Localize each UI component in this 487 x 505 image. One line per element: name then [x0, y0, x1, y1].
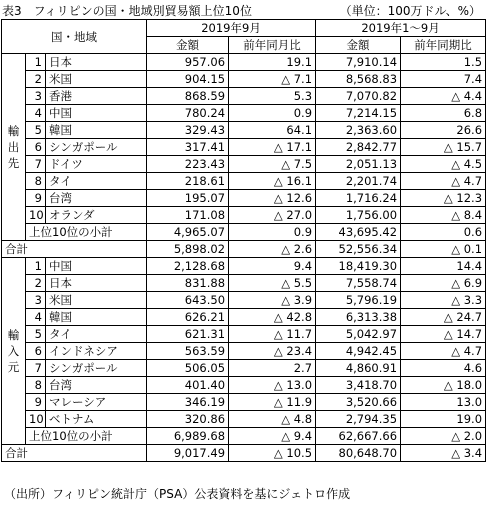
country-region-header: 国・地域 [2, 20, 147, 54]
yoy-month-header: 前年同月比 [229, 37, 316, 54]
yoy-period-header: 前年同期比 [401, 37, 486, 54]
country-name-cell: 米国 [46, 292, 147, 309]
amount-cell: 171.08 [147, 207, 229, 224]
yoy-cell: 0.6 [401, 224, 486, 241]
yoy-cell: △ 3.9 [229, 292, 316, 309]
table-row [2, 309, 486, 326]
rank-cell: 8 [26, 377, 46, 394]
amount-cell: 320.86 [147, 411, 229, 428]
table-row [2, 122, 486, 139]
table-row [2, 275, 486, 292]
yoy-cell: △ 18.0 [401, 377, 486, 394]
rank-cell: 3 [26, 88, 46, 105]
exports-total-row [2, 241, 486, 258]
yoy-cell: △ 4.5 [401, 156, 486, 173]
exports-subtotal-row [2, 224, 486, 241]
yoy-cell: △ 23.4 [229, 343, 316, 360]
table-row [2, 207, 486, 224]
amount-cell: 8,568.83 [316, 71, 401, 88]
country-name-cell: シンガポール [46, 360, 147, 377]
amount-cell: 621.31 [147, 326, 229, 343]
yoy-cell: △ 3.4 [401, 445, 486, 462]
yoy-cell: 1.5 [401, 54, 486, 71]
amount-cell: 2,128.68 [147, 258, 229, 275]
amount-cell: 7,910.14 [316, 54, 401, 71]
yoy-cell: 13.0 [401, 394, 486, 411]
country-name-cell: 日本 [46, 54, 147, 71]
table-row [2, 88, 486, 105]
rank-cell: 2 [26, 71, 46, 88]
yoy-cell: △ 2.0 [401, 428, 486, 445]
table-row [2, 173, 486, 190]
amount-cell: 4,965.07 [147, 224, 229, 241]
rank-cell: 6 [26, 343, 46, 360]
yoy-cell: 64.1 [229, 122, 316, 139]
country-name-cell: インドネシア [46, 343, 147, 360]
country-name-cell: 香港 [46, 88, 147, 105]
country-name-cell: 台湾 [46, 190, 147, 207]
amount-cell: 1,716.24 [316, 190, 401, 207]
yoy-cell: △ 7.1 [229, 71, 316, 88]
rank-cell: 5 [26, 326, 46, 343]
yoy-cell: △ 24.7 [401, 309, 486, 326]
rank-cell: 1 [26, 258, 46, 275]
amount-cell: 4,860.91 [316, 360, 401, 377]
table-row [2, 326, 486, 343]
yoy-cell: △ 12.3 [401, 190, 486, 207]
yoy-cell: △ 4.8 [229, 411, 316, 428]
amount-cell: 80,648.70 [316, 445, 401, 462]
amount-cell: 2,363.60 [316, 122, 401, 139]
yoy-cell: △ 42.8 [229, 309, 316, 326]
total-label: 合計 [2, 241, 147, 258]
amount-cell: 7,070.82 [316, 88, 401, 105]
header-row-1 [2, 20, 486, 37]
amount-header-2: 金額 [316, 37, 401, 54]
yoy-cell: 14.4 [401, 258, 486, 275]
amount-cell: 957.06 [147, 54, 229, 71]
imports-total-row [2, 445, 486, 462]
yoy-cell: △ 9.4 [229, 428, 316, 445]
rank-cell: 10 [26, 207, 46, 224]
amount-cell: 223.43 [147, 156, 229, 173]
trade-table [1, 19, 486, 462]
exports-section-label: 輸 出 先 [2, 54, 26, 241]
amount-cell: 626.21 [147, 309, 229, 326]
yoy-cell: 26.6 [401, 122, 486, 139]
table-body [2, 20, 486, 462]
amount-cell: 7,214.15 [316, 105, 401, 122]
table-caption [2, 2, 485, 18]
table-row [2, 139, 486, 156]
country-name-cell: 韓国 [46, 309, 147, 326]
yoy-cell: △ 11.9 [229, 394, 316, 411]
yoy-cell: △ 11.7 [229, 326, 316, 343]
amount-cell: 2,794.35 [316, 411, 401, 428]
yoy-cell: △ 4.7 [401, 343, 486, 360]
yoy-cell: 4.6 [401, 360, 486, 377]
yoy-cell: △ 27.0 [229, 207, 316, 224]
rank-cell: 4 [26, 105, 46, 122]
amount-cell: 401.40 [147, 377, 229, 394]
amount-header-1: 金額 [147, 37, 229, 54]
amount-cell: 346.19 [147, 394, 229, 411]
yoy-cell: △ 0.1 [401, 241, 486, 258]
period2-header: 2019年1～9月 [316, 20, 486, 37]
table-row [2, 54, 486, 71]
yoy-cell: △ 4.4 [401, 88, 486, 105]
country-name-cell: ドイツ [46, 156, 147, 173]
yoy-cell: △ 10.5 [229, 445, 316, 462]
country-name-cell: 韓国 [46, 122, 147, 139]
country-name-cell: 米国 [46, 71, 147, 88]
country-name-cell: タイ [46, 326, 147, 343]
table-row [2, 71, 486, 88]
table-title: 表3 フィリピンの国・地域別貿易額上位10位 [2, 4, 252, 18]
yoy-cell: △ 7.5 [229, 156, 316, 173]
rank-cell: 1 [26, 54, 46, 71]
rank-cell: 9 [26, 190, 46, 207]
table-row [2, 411, 486, 428]
total-label: 合計 [2, 445, 147, 462]
rank-cell: 3 [26, 292, 46, 309]
yoy-cell: △ 4.7 [401, 173, 486, 190]
yoy-cell: 0.9 [229, 105, 316, 122]
table-row [2, 343, 486, 360]
amount-cell: 195.07 [147, 190, 229, 207]
amount-cell: 218.61 [147, 173, 229, 190]
yoy-cell: △ 17.1 [229, 139, 316, 156]
amount-cell: 2,842.77 [316, 139, 401, 156]
yoy-cell: △ 5.5 [229, 275, 316, 292]
table-row [2, 190, 486, 207]
rank-cell: 2 [26, 275, 46, 292]
amount-cell: 6,989.68 [147, 428, 229, 445]
amount-cell: 43,695.42 [316, 224, 401, 241]
amount-cell: 3,418.70 [316, 377, 401, 394]
amount-cell: 3,520.66 [316, 394, 401, 411]
yoy-cell: △ 13.0 [229, 377, 316, 394]
country-name-cell: 台湾 [46, 377, 147, 394]
amount-cell: 563.59 [147, 343, 229, 360]
rank-cell: 8 [26, 173, 46, 190]
source-note: （出所）フィリピン統計庁（PSA）公表資料を基にジェトロ作成 [4, 487, 351, 501]
country-name-cell: 中国 [46, 105, 147, 122]
amount-cell: 62,667.66 [316, 428, 401, 445]
yoy-cell: 7.4 [401, 71, 486, 88]
rank-cell: 5 [26, 122, 46, 139]
amount-cell: 643.50 [147, 292, 229, 309]
amount-cell: 2,201.74 [316, 173, 401, 190]
amount-cell: 904.15 [147, 71, 229, 88]
yoy-cell: △ 16.1 [229, 173, 316, 190]
yoy-cell: 2.7 [229, 360, 316, 377]
country-name-cell: オランダ [46, 207, 147, 224]
yoy-cell: 9.4 [229, 258, 316, 275]
country-name-cell: 日本 [46, 275, 147, 292]
country-name-cell: タイ [46, 173, 147, 190]
subtotal-label: 上位10位の小計 [26, 428, 147, 445]
amount-cell: 780.24 [147, 105, 229, 122]
amount-cell: 2,051.13 [316, 156, 401, 173]
yoy-cell: △ 3.3 [401, 292, 486, 309]
subtotal-label: 上位10位の小計 [26, 224, 147, 241]
country-name-cell: ベトナム [46, 411, 147, 428]
yoy-cell: 0.9 [229, 224, 316, 241]
yoy-cell: 19.0 [401, 411, 486, 428]
amount-cell: 7,558.74 [316, 275, 401, 292]
rank-cell: 7 [26, 156, 46, 173]
table-row [2, 377, 486, 394]
country-name-cell: 中国 [46, 258, 147, 275]
yoy-cell: 6.8 [401, 105, 486, 122]
amount-cell: 9,017.49 [147, 445, 229, 462]
imports-section-label: 輸 入 元 [2, 258, 26, 445]
amount-cell: 317.41 [147, 139, 229, 156]
yoy-cell: △ 8.4 [401, 207, 486, 224]
table-row [2, 105, 486, 122]
rank-cell: 10 [26, 411, 46, 428]
amount-cell: 4,942.45 [316, 343, 401, 360]
amount-cell: 329.43 [147, 122, 229, 139]
amount-cell: 5,042.97 [316, 326, 401, 343]
table-row [2, 394, 486, 411]
yoy-cell: △ 15.7 [401, 139, 486, 156]
yoy-cell: △ 2.6 [229, 241, 316, 258]
imports-subtotal-row [2, 428, 486, 445]
amount-cell: 868.59 [147, 88, 229, 105]
rank-cell: 7 [26, 360, 46, 377]
amount-cell: 506.05 [147, 360, 229, 377]
yoy-cell: △ 14.7 [401, 326, 486, 343]
amount-cell: 52,556.34 [316, 241, 401, 258]
amount-cell: 5,796.19 [316, 292, 401, 309]
rank-cell: 9 [26, 394, 46, 411]
amount-cell: 5,898.02 [147, 241, 229, 258]
rank-cell: 6 [26, 139, 46, 156]
country-name-cell: マレーシア [46, 394, 147, 411]
yoy-cell: 5.3 [229, 88, 316, 105]
unit-note: （単位：100万ドル、%） [339, 4, 481, 18]
yoy-cell: △ 12.6 [229, 190, 316, 207]
amount-cell: 1,756.00 [316, 207, 401, 224]
rank-cell: 4 [26, 309, 46, 326]
yoy-cell: 19.1 [229, 54, 316, 71]
yoy-cell: △ 6.9 [401, 275, 486, 292]
table-row [2, 292, 486, 309]
table-row [2, 360, 486, 377]
table-row [2, 258, 486, 275]
amount-cell: 18,419.30 [316, 258, 401, 275]
country-name-cell: シンガポール [46, 139, 147, 156]
amount-cell: 831.88 [147, 275, 229, 292]
amount-cell: 6,313.38 [316, 309, 401, 326]
period1-header: 2019年9月 [147, 20, 316, 37]
table-row [2, 156, 486, 173]
